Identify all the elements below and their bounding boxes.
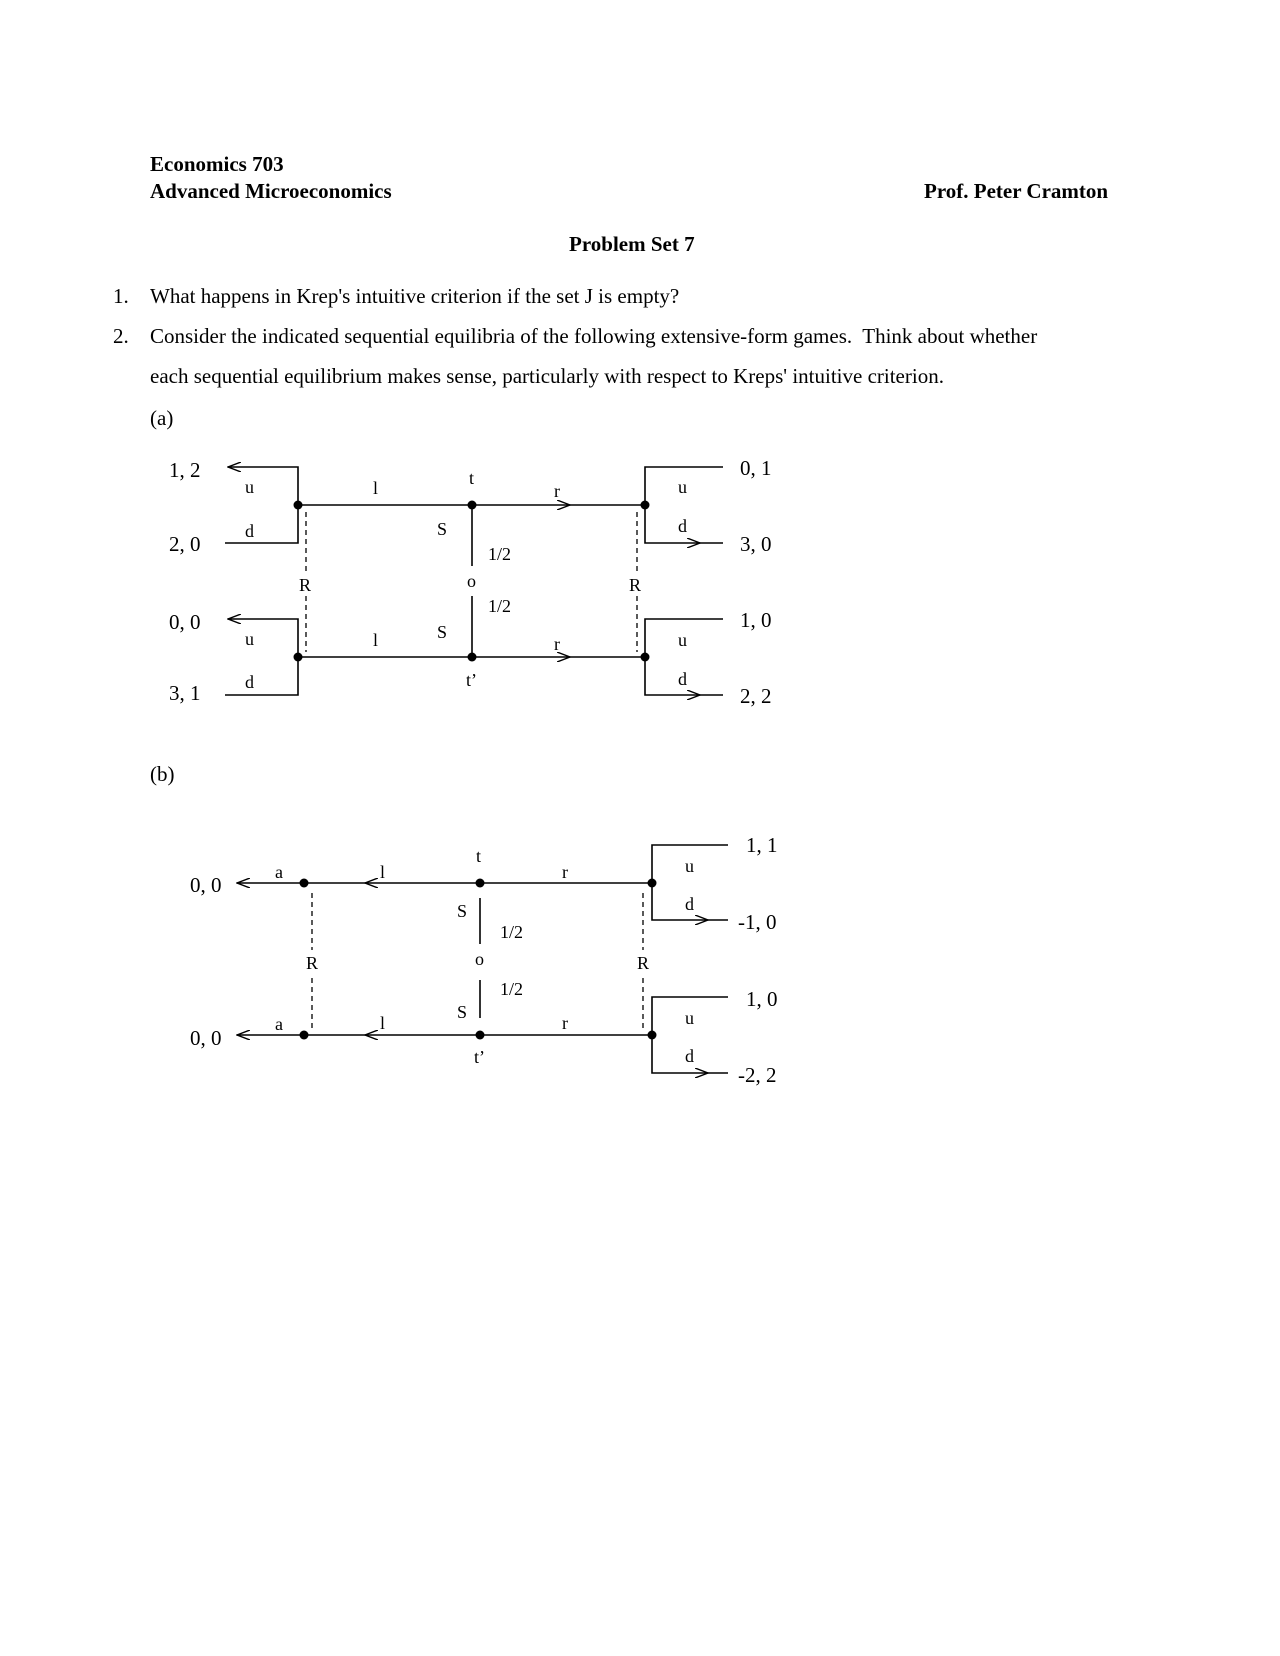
professor-name: Prof. Peter Cramton [924,179,1109,203]
game-a-prob-top: 1/2 [488,544,512,564]
question-1-number: 1. [113,284,129,308]
game-b-payoff-right-2: -1, 0 [738,910,777,934]
question-2-text-line2: each sequential equilibrium makes sense, particularly with respect to Kreps' intuitive criterion. [150,364,944,388]
game-a-tree [169,456,772,708]
game-b-payoff-right-3: 1, 0 [746,987,778,1011]
game-b-label-r-top: r [562,862,568,882]
course-subject: Advanced Microeconomics [150,179,392,203]
game-b-payoff-left-top: 0, 0 [190,873,222,897]
game-b-sender-top: S [457,901,468,921]
game-a-node-sender-top [468,501,477,510]
game-b-right-top-d-arrow [652,883,708,920]
game-b-tree [190,833,778,1087]
game-a-payoff-right-2: 3, 0 [740,532,772,556]
game-a-label-d-right-bottom: d [678,669,687,689]
game-b-type-t: t [476,846,482,866]
page-title: Problem Set 7 [569,232,695,256]
game-a-left-top-d-branch [225,505,298,543]
game-b-node-sender-bottom [476,1031,485,1040]
game-b-label-l-top: l [380,862,386,882]
game-a-payoff-left-4: 3, 1 [169,681,201,705]
game-a-label-u-left-bottom: u [245,629,254,649]
game-b-sender-bottom: S [457,1002,468,1022]
game-a-label-r-top: r [554,481,560,501]
game-a-sender-top: S [437,519,448,539]
game-a-payoff-right-1: 0, 1 [740,456,772,480]
game-a-type-t: t [469,468,475,488]
game-a-label-u-right-bottom: u [678,630,687,650]
game-b-label: (b) [150,762,175,786]
game-b-payoff-left-bottom: 0, 0 [190,1026,222,1050]
game-a-right-bottom-d-arrow [645,657,700,695]
game-b-payoff-right-1: 1, 1 [746,833,778,857]
game-a-left-bottom-d-branch [225,657,298,695]
game-b-label-a-bottom: a [275,1014,283,1034]
game-a-label-d-right-top: d [678,516,687,536]
game-a-right-top-d-arrow [645,505,700,543]
game-a-payoff-left-1: 1, 2 [169,458,201,482]
game-a-label-u-left-top: u [245,477,254,497]
game-b-node-receiver-right-top [648,879,657,888]
game-b-prob-top: 1/2 [500,922,524,942]
game-a-left-top-u-branch [228,467,298,505]
game-a-label-l-top: l [373,478,379,498]
game-a-payoff-right-3: 1, 0 [740,608,772,632]
game-a-type-t-prime: t’ [466,670,477,690]
game-a-label-l-bottom: l [373,630,379,650]
game-a-receiver-left: R [299,575,312,595]
game-b-nature-node: o [475,949,484,969]
game-a-node-sender-bottom [468,653,477,662]
game-a-label-r-bottom: r [554,634,560,654]
game-a-payoff-left-2: 2, 0 [169,532,201,556]
game-a-label-u-right-top: u [678,477,687,497]
game-b-label-l-bottom: l [380,1013,386,1033]
game-b-type-t-prime: t’ [474,1047,485,1067]
game-a-payoff-left-3: 0, 0 [169,610,201,634]
game-b-label-r-bottom: r [562,1013,568,1033]
course-number: Economics 703 [150,152,284,176]
game-a-node-receiver-right-top [641,501,650,510]
game-a-nature-node: o [467,571,476,591]
game-b-node-receiver-left-top [300,879,309,888]
game-a-label-d-left-bottom: d [245,672,254,692]
game-b-node-receiver-left-bottom [300,1031,309,1040]
game-a-prob-bottom: 1/2 [488,596,512,616]
game-b-prob-bottom: 1/2 [500,979,524,999]
game-b-label-u-top: u [685,856,694,876]
question-1-text: What happens in Krep's intuitive criterion if the set J is empty? [150,284,680,308]
game-b-payoff-right-4: -2, 2 [738,1063,777,1087]
game-a-sender-bottom: S [437,622,448,642]
game-a-node-receiver-left-top [294,501,303,510]
game-b-label-d-bottom: d [685,1046,694,1066]
game-b-label-a-top: a [275,862,283,882]
game-b-receiver-right: R [637,953,650,973]
game-b-label-d-top: d [685,894,694,914]
game-a-node-receiver-left-bottom [294,653,303,662]
game-a-payoff-right-4: 2, 2 [740,684,772,708]
game-a-receiver-right: R [629,575,642,595]
game-b-right-bottom-d-arrow [652,1035,708,1073]
game-a-label: (a) [150,406,174,430]
game-b-receiver-left: R [306,953,319,973]
question-2-text-line1: Consider the indicated sequential equilibria of the following extensive-form games. Think about whether [150,324,1038,348]
game-b-label-u-bottom: u [685,1008,694,1028]
question-2-number: 2. [113,324,129,348]
game-a-left-bottom-u-branch [228,619,298,657]
game-b-node-receiver-right-bottom [648,1031,657,1040]
game-a-label-d-left-top: d [245,521,254,541]
game-a-node-receiver-right-bottom [641,653,650,662]
game-b-node-sender-top [476,879,485,888]
